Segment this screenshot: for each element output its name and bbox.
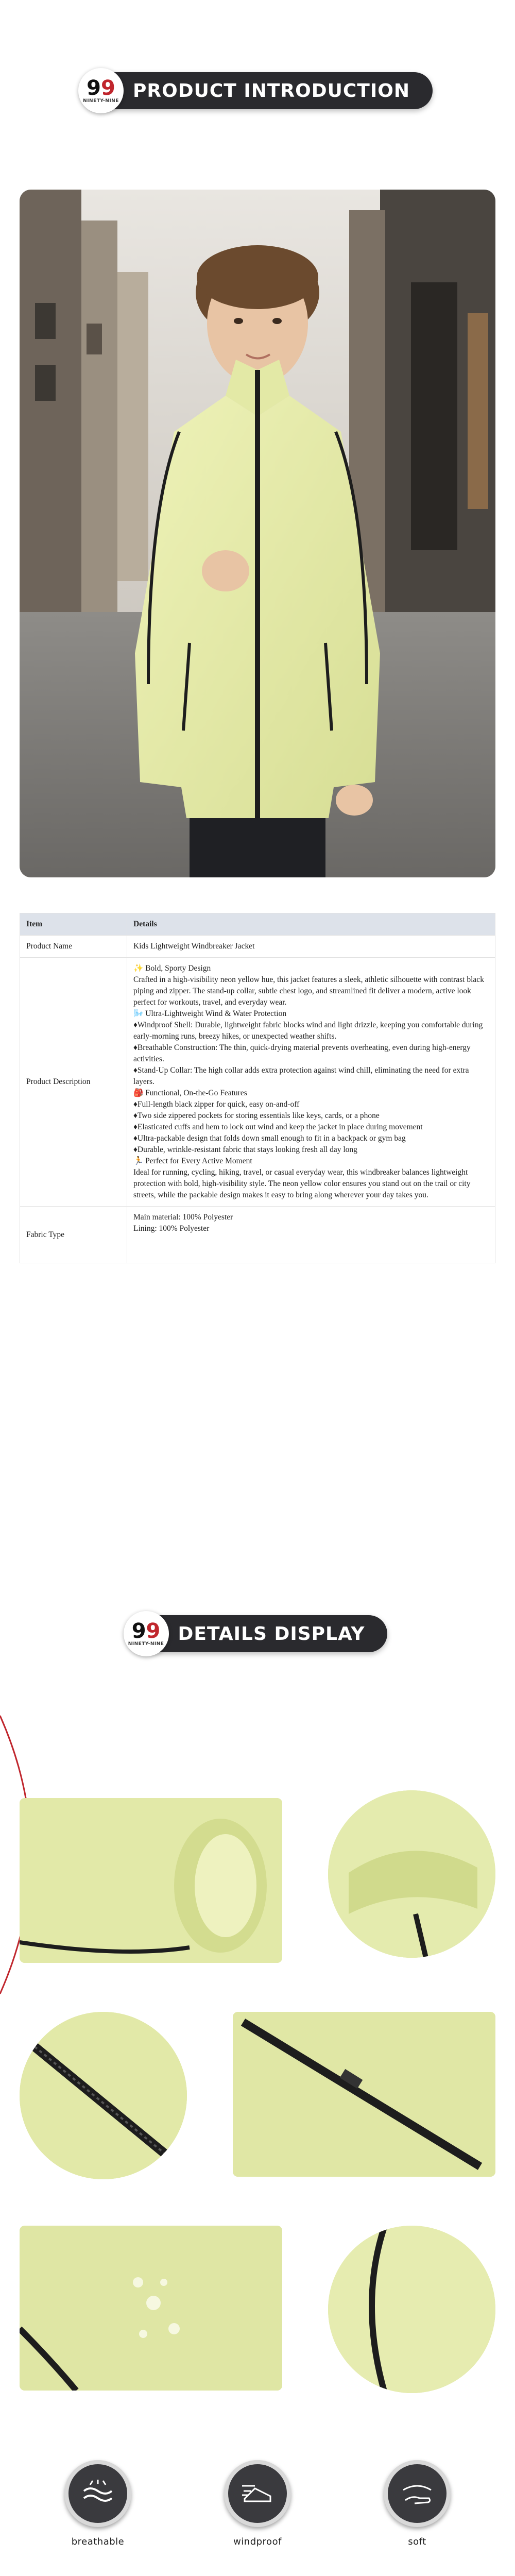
description-line: 🌬️ Ultra-Lightweight Wind & Water Protection	[133, 1009, 287, 1018]
table-header-row	[20, 913, 495, 936]
description-line: ♦Windproof Shell: Durable, lightweight fabric blocks wind and light drizzle, keeping you comfortable during early-morning runs, breezy hikes, or unexpected weather shifts.	[133, 1021, 483, 1041]
description-line: ♦Breathable Construction: The thin, quick-drying material prevents overheating, even during high-energy activities.	[133, 1043, 471, 1063]
intro-title: PRODUCT INTRODUCTION	[133, 80, 410, 101]
description-line: ♦Full-length black zipper for quick, easy on-and-off	[133, 1100, 300, 1109]
spec-table	[20, 913, 495, 1263]
product-name-label: Product Name	[20, 936, 127, 958]
detail-pocket-zipper-photo	[233, 2012, 495, 2177]
intro-header	[0, 72, 515, 109]
intro-pill	[82, 72, 433, 109]
description-line: ♦Elasticated cuffs and hem to lock out wind and keep the jacket in place during movement	[133, 1123, 423, 1131]
feature-label: soft	[408, 2536, 426, 2547]
logo-text: NINETY-NINE	[128, 1641, 164, 1647]
detail-cuff-photo	[20, 1798, 282, 1963]
description-line: ♦Stand-Up Collar: The high collar adds extra protection against wind chill, eliminating the need for extra layers.	[133, 1066, 469, 1086]
water-wave-icon	[64, 2460, 131, 2527]
table-row	[20, 1207, 495, 1263]
description-line: ✨ Bold, Sporty Design	[133, 964, 211, 973]
description-line: Crafted in a high-visibility neon yellow hue, this jacket features a sleek, athletic silhouette with contrast black piping and zipper. The stand-up collar, subtle chest logo, and streamlined fit deliver a modern, active look perfect for workouts, travel, and everyday wear.	[133, 975, 484, 1007]
feature-breathable	[36, 2460, 160, 2548]
description-line: ♦Durable, wrinkle-resistant fabric that stays looking fresh all day long	[133, 1145, 357, 1154]
hand-soft-icon	[384, 2460, 451, 2527]
logo-number: 99	[131, 1619, 161, 1643]
details-header	[0, 1615, 515, 1652]
product-name-value: Kids Lightweight Windbreaker Jacket	[127, 936, 495, 958]
fabric-label: Fabric Type	[20, 1207, 127, 1263]
logo-number: 99	[87, 76, 115, 100]
table-row	[20, 958, 495, 1207]
fabric-value	[127, 1207, 495, 1263]
fabric-line: Lining: 100% Polyester	[133, 1224, 210, 1233]
feature-label: breathable	[71, 2536, 125, 2547]
hero-photo	[20, 190, 495, 877]
feature-soft	[355, 2460, 479, 2548]
description-label: Product Description	[20, 958, 127, 1207]
detail-water-drops-photo	[20, 2226, 282, 2391]
details-title: DETAILS DISPLAY	[178, 1623, 365, 1645]
brand-logo	[78, 68, 124, 113]
wind-shoe-icon	[224, 2460, 291, 2527]
details-pill	[128, 1615, 388, 1652]
brand-logo	[124, 1611, 169, 1656]
header-details: Details	[127, 913, 495, 936]
description-line: 🏃 Perfect for Every Active Moment	[133, 1157, 252, 1165]
table-row	[20, 936, 495, 958]
logo-text: NINETY-NINE	[83, 98, 119, 104]
description-line: ♦Ultra-packable design that folds down small enough to fit in a backpack or gym bag	[133, 1134, 406, 1143]
header-item: Item	[20, 913, 127, 936]
feature-label: windproof	[233, 2536, 282, 2547]
description-line: Ideal for running, cycling, hiking, travel, or casual everyday wear, this windbreaker balances lightweight protection with bold, high-visibility style. The neon yellow color ensures you stand out on the trail or city streets, while the packable design makes it easy to bring along wherever your day takes you.	[133, 1168, 471, 1199]
description-line: ♦Two side zippered pockets for storing essentials like keys, cards, or a phone	[133, 1111, 380, 1120]
detail-cuff-closeup	[328, 1790, 495, 1958]
fabric-line: Main material: 100% Polyester	[133, 1213, 233, 1222]
feature-windproof	[196, 2460, 319, 2548]
detail-zipper-closeup	[20, 2012, 187, 2179]
description-line: 🎒 Functional, On-the-Go Features	[133, 1089, 247, 1097]
description-value	[127, 958, 495, 1207]
detail-collar-closeup	[328, 2226, 495, 2393]
